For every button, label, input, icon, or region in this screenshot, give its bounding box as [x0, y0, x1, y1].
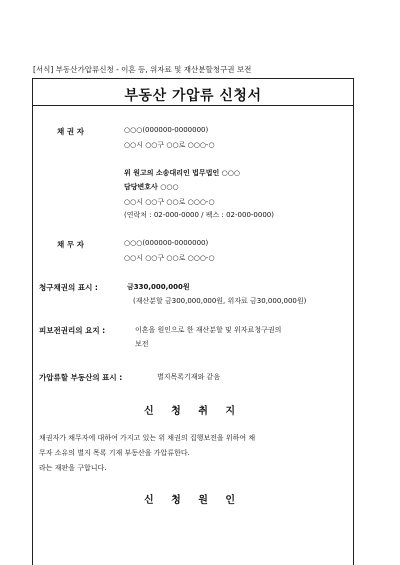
creditor-agent-firm: 위 원고의 소송대리인 법무법인 ○○○	[124, 169, 240, 177]
claim-label: 청구채권의 표시 :	[39, 283, 98, 292]
claim-detail: (재산분할 금300,000,000원, 위자료 금30,000,000원)	[133, 297, 307, 305]
purpose-line3: 라는 재판을 구합니다.	[39, 464, 107, 472]
debtor-address: ○○시 ○○구 ○○로 ○○○-○	[124, 254, 215, 262]
creditor-agent-contact: (연락처 : 02-000-0000 / 팩스 : 02-000-0000)	[124, 211, 274, 219]
reason-title: 신 청 원 인	[143, 495, 243, 506]
creditor-address: ○○시 ○○구 ○○로 ○○○-○	[124, 141, 215, 149]
purpose-title: 신 청 취 지	[143, 406, 243, 417]
property-label: 가압류할 부동산의 표시 :	[39, 373, 123, 382]
document-header: [서식] 부동산가압류신청 - 이혼 등, 위자료 및 재산분할청구권 보전	[33, 65, 252, 74]
application-form	[32, 78, 354, 565]
claim-amount: 금330,000,000원	[127, 283, 190, 291]
debtor-label: 채 무 자	[57, 240, 84, 249]
property-value: 별지목록기재와 같음	[157, 373, 221, 381]
purpose-line1: 채권자가 채무자에 대하여 가지고 있는 위 채권의 집행보전을 위하여 채	[39, 434, 256, 442]
creditor-agent-address: ○○시 ○○구 ○○로 ○○○-○	[124, 198, 215, 206]
debtor-name: ○○○(000000-0000000)	[124, 239, 209, 247]
preserved-right-label: 피보전권리의 요지 :	[39, 326, 106, 335]
title-divider	[33, 105, 353, 106]
document-title: 부동산 가압류 신청서	[124, 88, 262, 104]
creditor-label: 채 권 자	[57, 127, 84, 136]
purpose-line2: 무자 소유의 별지 목록 기재 부동산을 가압류한다.	[39, 449, 190, 457]
preserved-right-line2: 보전	[135, 340, 149, 348]
preserved-right-line1: 이혼을 원인으로 한 재산분할 및 위자료청구권의	[135, 326, 282, 334]
creditor-name: ○○○(000000-0000000)	[124, 126, 209, 134]
creditor-agent-lawyer: 담당변호사 ○○○	[124, 183, 179, 191]
